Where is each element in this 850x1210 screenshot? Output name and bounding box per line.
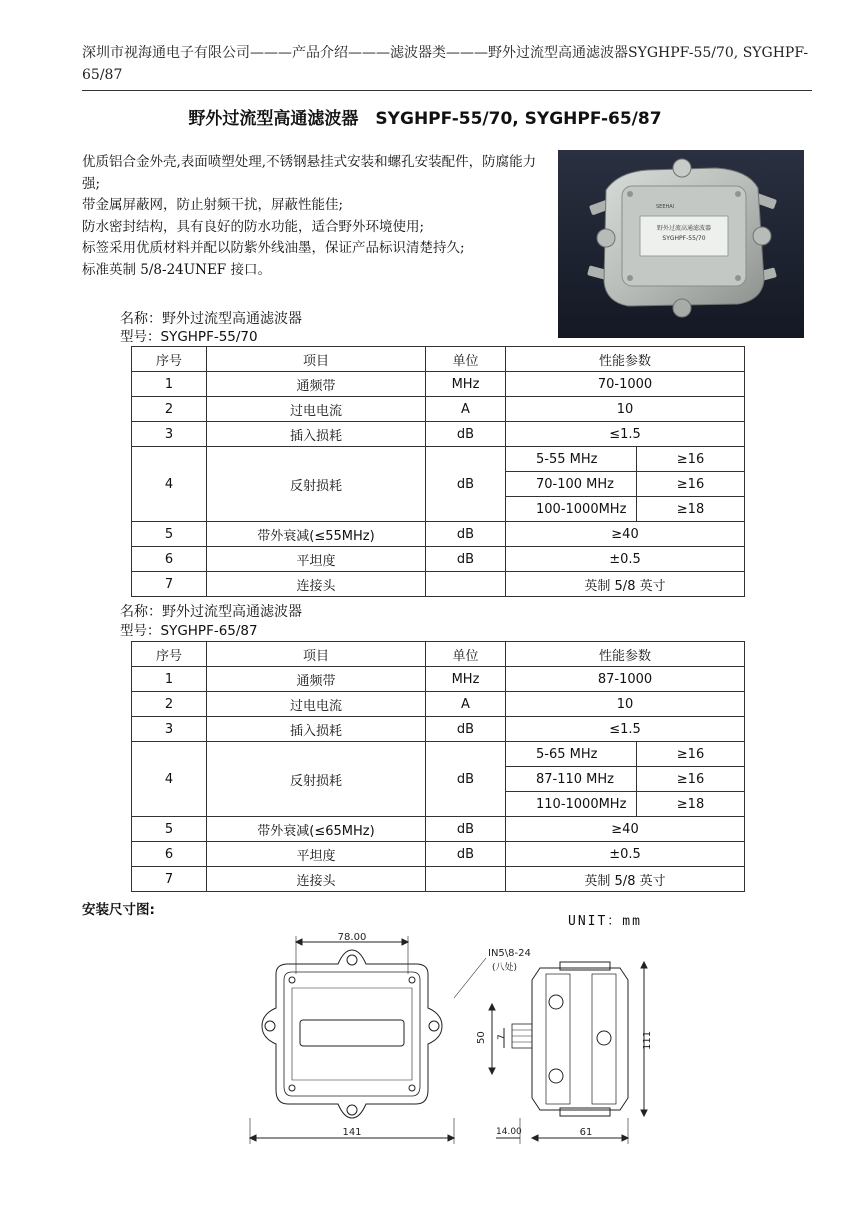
table-header-row <box>132 347 745 372</box>
dim-width-top: 78.00 <box>337 932 367 943</box>
cell: dB <box>426 422 506 447</box>
label-text-title: 野外过流高通滤波器 <box>656 225 712 232</box>
table-row <box>132 397 745 422</box>
cell: 2 <box>132 397 207 422</box>
cell: 过电电流 <box>207 397 426 422</box>
cell: 10 <box>506 692 745 717</box>
header-cell: 单位 <box>426 347 506 372</box>
cell: 100-1000MHz <box>506 497 637 522</box>
table-row <box>132 867 745 892</box>
filter-housing-image <box>558 150 804 338</box>
product-photo <box>558 150 804 338</box>
dim-width-bottom: 141 <box>342 1127 362 1138</box>
table-row <box>132 717 745 742</box>
cell: 7 <box>132 867 207 892</box>
table-row <box>132 522 745 547</box>
table-row <box>132 742 745 767</box>
cell: dB <box>426 547 506 572</box>
cell: 5-55 MHz <box>506 447 637 472</box>
cell: ≥18 <box>637 497 745 522</box>
install-dimension-drawing <box>240 928 660 1148</box>
cell: 连接头 <box>207 572 426 597</box>
cell <box>426 572 506 597</box>
cell: 反射损耗 <box>207 742 426 817</box>
cell: 3 <box>132 422 207 447</box>
cell: 4 <box>132 742 207 817</box>
cell: 插入损耗 <box>207 717 426 742</box>
cell: 5 <box>132 817 207 842</box>
header-cell: 项目 <box>207 642 426 667</box>
cell: 英制 5/8 英寸 <box>506 867 745 892</box>
dim-thread: IN5\8-24 <box>488 948 531 959</box>
table-row <box>132 422 745 447</box>
cell: 5 <box>132 522 207 547</box>
cell: 87-110 MHz <box>506 767 637 792</box>
page-title: 野外过流型高通滤波器 SYGHPF-55/70, SYGHPF-65/87 <box>188 109 662 129</box>
cell: 通频带 <box>207 372 426 397</box>
dim-height-inner: 50 <box>476 1031 487 1044</box>
cell: 插入损耗 <box>207 422 426 447</box>
dim-offset: 14.00 <box>496 1127 522 1137</box>
header-cell: 性能参数 <box>506 642 745 667</box>
breadcrumb: 深圳市视海通电子有限公司———产品介绍———滤波器类———野外过流型高通滤波器SYGHPF-55/70, SYGHPF-65/87 <box>82 42 812 91</box>
cell: 4 <box>132 447 207 522</box>
dimension-drawing-svg <box>240 928 660 1148</box>
table-row <box>132 572 745 597</box>
table-row <box>132 447 745 472</box>
table-row <box>132 547 745 572</box>
table-row <box>132 667 745 692</box>
header-cell: 序号 <box>132 347 207 372</box>
table-header-row <box>132 642 745 667</box>
feature-item: 带金属屏蔽网，防止射频干扰，屏蔽性能佳; <box>82 197 344 214</box>
spec-table-65-87 <box>131 641 745 892</box>
cell: ±0.5 <box>506 842 745 867</box>
feature-item: 优质铝合金外壳,表面喷塑处理,不锈钢悬挂式安装和螺孔安装配件，防腐能力强; <box>82 154 537 192</box>
brand-text: SEEHAI <box>656 204 675 210</box>
dim-offset-v: 7 <box>497 1034 507 1040</box>
label-text-model: SYGHPF-55/70 <box>662 235 706 242</box>
cell: 7 <box>132 572 207 597</box>
header-cell: 单位 <box>426 642 506 667</box>
cell: ≤1.5 <box>506 717 745 742</box>
cell: dB <box>426 522 506 547</box>
table-row <box>132 817 745 842</box>
spec-table-55-70 <box>131 346 745 597</box>
cell: ≤1.5 <box>506 422 745 447</box>
cell: 70-100 MHz <box>506 472 637 497</box>
cell: ≥16 <box>637 742 745 767</box>
dim-depth: 61 <box>579 1127 593 1138</box>
cell: ≥18 <box>637 792 745 817</box>
cell: 87-1000 <box>506 667 745 692</box>
table-row <box>132 842 745 867</box>
feature-item: 标签采用优质材料并配以防紫外线油墨，保证产品标识清楚持久; <box>82 240 465 257</box>
dim-thread-note: (八处) <box>492 963 518 973</box>
table-row <box>132 692 745 717</box>
cell: dB <box>426 717 506 742</box>
cell: MHz <box>426 372 506 397</box>
cell: A <box>426 692 506 717</box>
cell <box>426 867 506 892</box>
cell: 5-65 MHz <box>506 742 637 767</box>
header-cell: 项目 <box>207 347 426 372</box>
cell: ±0.5 <box>506 547 745 572</box>
cell: ≥40 <box>506 817 745 842</box>
cell: 过电电流 <box>207 692 426 717</box>
cell: 英制 5/8 英寸 <box>506 572 745 597</box>
cell: dB <box>426 447 506 522</box>
feature-item: 防水密封结构，具有良好的防水功能，适合野外环境使用; <box>82 218 425 235</box>
cell: 平坦度 <box>207 547 426 572</box>
feature-item: 标准英制 5/8-24UNEF 接口。 <box>82 261 271 278</box>
cell: 3 <box>132 717 207 742</box>
cell: dB <box>426 817 506 842</box>
cell: 通频带 <box>207 667 426 692</box>
cell: dB <box>426 842 506 867</box>
cell: 连接头 <box>207 867 426 892</box>
cell: MHz <box>426 667 506 692</box>
cell: ≥40 <box>506 522 745 547</box>
cell: 带外衰减(≤55MHz) <box>207 522 426 547</box>
cell: 2 <box>132 692 207 717</box>
product-name: 名称：野外过流型高通滤波器 <box>120 311 302 327</box>
header-cell: 序号 <box>132 642 207 667</box>
cell: 1 <box>132 667 207 692</box>
cell: 70-1000 <box>506 372 745 397</box>
cell: A <box>426 397 506 422</box>
cell: ≥16 <box>637 447 745 472</box>
cell: ≥16 <box>637 767 745 792</box>
header-cell: 性能参数 <box>506 347 745 372</box>
product-name: 名称：野外过流型高通滤波器 <box>120 604 302 620</box>
product-model: 型号：SYGHPF-65/87 <box>120 623 258 639</box>
install-heading: 安装尺寸图: <box>82 902 155 918</box>
table-row <box>132 372 745 397</box>
cell: 平坦度 <box>207 842 426 867</box>
product-model: 型号：SYGHPF-55/70 <box>120 329 258 345</box>
cell: 6 <box>132 842 207 867</box>
dim-height-total: 111 <box>642 1030 653 1050</box>
unit-label: UNIT：mm <box>568 914 642 929</box>
cell: 带外衰减(≤65MHz) <box>207 817 426 842</box>
cell: ≥16 <box>637 472 745 497</box>
cell: 6 <box>132 547 207 572</box>
cell: dB <box>426 742 506 817</box>
cell: 110-1000MHz <box>506 792 637 817</box>
cell: 反射损耗 <box>207 447 426 522</box>
cell: 10 <box>506 397 745 422</box>
cell: 1 <box>132 372 207 397</box>
feature-list <box>82 152 552 282</box>
